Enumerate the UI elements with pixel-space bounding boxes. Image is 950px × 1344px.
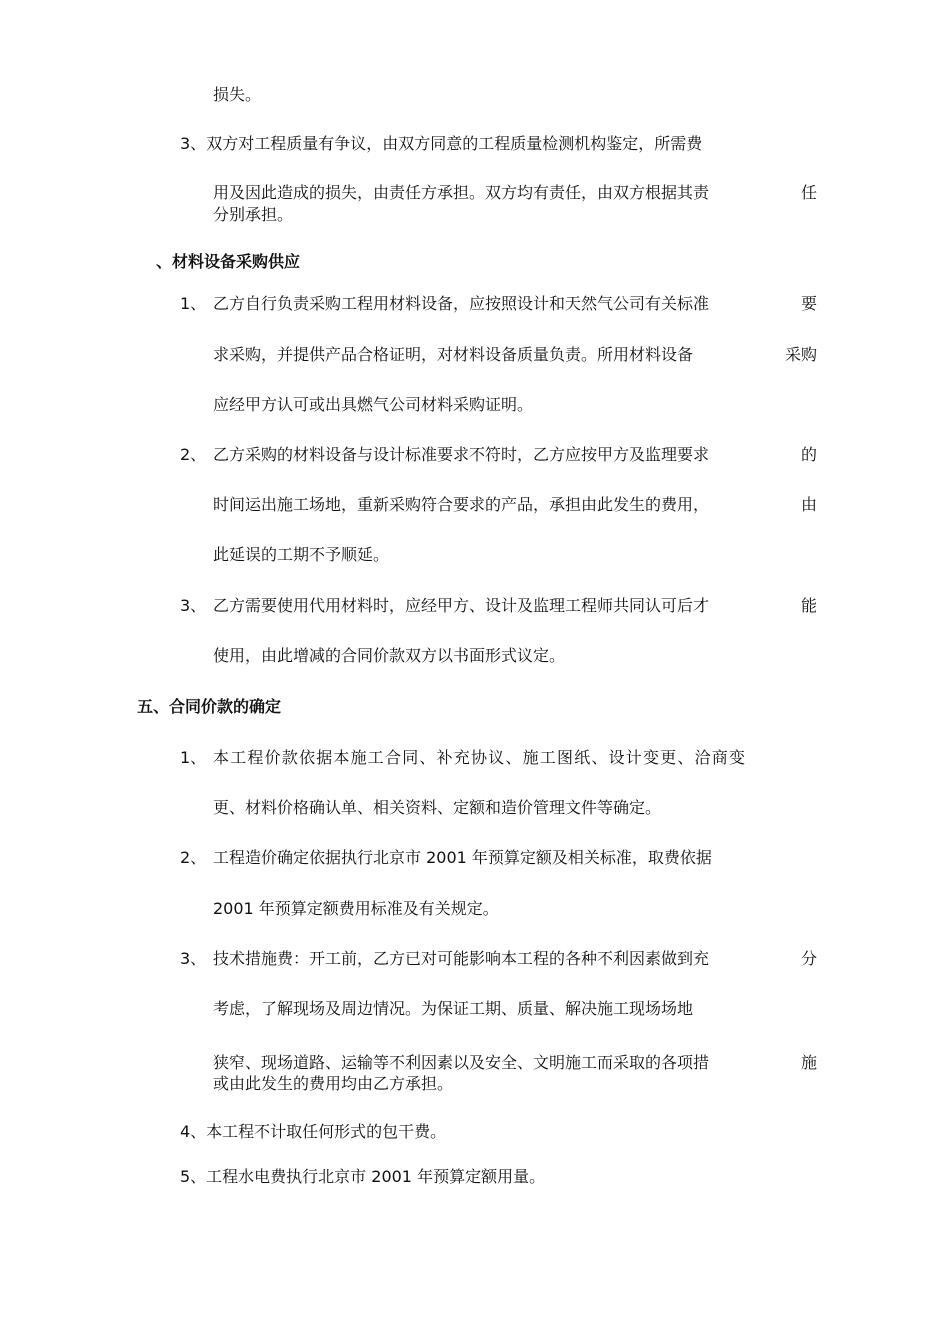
text-segment: 施 [800, 1053, 817, 1072]
text-line [213, 444, 817, 466]
text-segment: 乙方自行负责采购工程用材料设备，应按照设计和天然气公司有关标准 [213, 294, 710, 313]
text-line: 考虑，了解现场及周边情况。为保证工期、质量、解决施工现场场地 [213, 999, 694, 1018]
text-segment: 由 [800, 495, 817, 514]
text-segment: 能 [800, 596, 817, 615]
text-line [213, 948, 817, 970]
text-line [213, 595, 817, 617]
text-segment: 的 [800, 445, 817, 464]
text-line: 使用，由此增减的合同价款双方以书面形式议定。 [213, 646, 566, 665]
text-line: 此延误的工期不予顺延。 [213, 545, 390, 564]
text-line [213, 1052, 817, 1074]
list-item: 5、工程水电费执行北京市 2001 年预算定额用量。 [180, 1167, 546, 1186]
text-segment: 用及因此造成的损失，由责任方承担。双方均有责任，由双方根据其责 [213, 183, 710, 202]
item-text: 双方对工程质量有争议，由双方同意的工程质量检测机构鉴定，所需费 [206, 134, 703, 153]
item-number: 3、 [180, 134, 207, 153]
item-number: 3、 [180, 949, 207, 968]
item-number: 1、 [180, 294, 207, 313]
text-segment: 乙方需要使用代用材料时，应经甲方、设计及监理工程师共同认可后才 [213, 596, 710, 615]
section-heading: 五、合同价款的确定 [137, 697, 282, 716]
text-line: 分别承担。 [213, 205, 294, 224]
item-number: 2、 [180, 848, 207, 867]
item-number: 3、 [180, 596, 207, 615]
item-number: 2、 [180, 445, 207, 464]
list-item: 4、本工程不计取任何形式的包干费。 [180, 1122, 447, 1141]
text-line: 损失。 [213, 85, 262, 104]
text-line [213, 344, 817, 366]
text-segment: 求采购，并提供产品合格证明，对材料设备质量负责。所用材料设备 [213, 345, 694, 364]
text-line [213, 494, 817, 516]
text-line: 2001 年预算定额费用标准及有关规定。 [213, 899, 499, 918]
text-segment: 采购 [784, 345, 817, 364]
text-line: 或由此发生的费用均由乙方承担。 [213, 1074, 454, 1093]
text-line: 应经甲方认可或出具燃气公司材料采购证明。 [213, 395, 534, 414]
item-number: 1、 [180, 748, 207, 767]
text-segment: 任 [800, 183, 817, 202]
text-segment: 时间运出施工场地，重新采购符合要求的产品，承担由此发生的费用， [213, 495, 710, 514]
text-line [213, 182, 817, 204]
text-segment: 技术措施费：开工前，乙方已对可能影响本工程的各种不利因素做到充 [213, 949, 710, 968]
text-line: 更、材料价格确认单、相关资料、定额和造价管理文件等确定。 [213, 798, 662, 817]
text-line: 工程造价确定依据执行北京市 2001 年预算定额及相关标准，取费依据 [213, 848, 712, 867]
text-segment: 要 [800, 294, 817, 313]
section-heading: 、材料设备采购供应 [156, 252, 301, 271]
text-segment: 乙方采购的材料设备与设计标准要求不符时，乙方应按甲方及监理要求 [213, 445, 710, 464]
text-segment: 狭窄、现场道路、运输等不利因素以及安全、文明施工而采取的各项措 [213, 1053, 710, 1072]
list-item [180, 133, 702, 155]
text-line: 本工程价款依据本施工合同、补充协议、施工图纸、设计变更、洽商变 [213, 748, 747, 767]
text-line [213, 293, 817, 315]
text-segment: 分 [800, 949, 817, 968]
